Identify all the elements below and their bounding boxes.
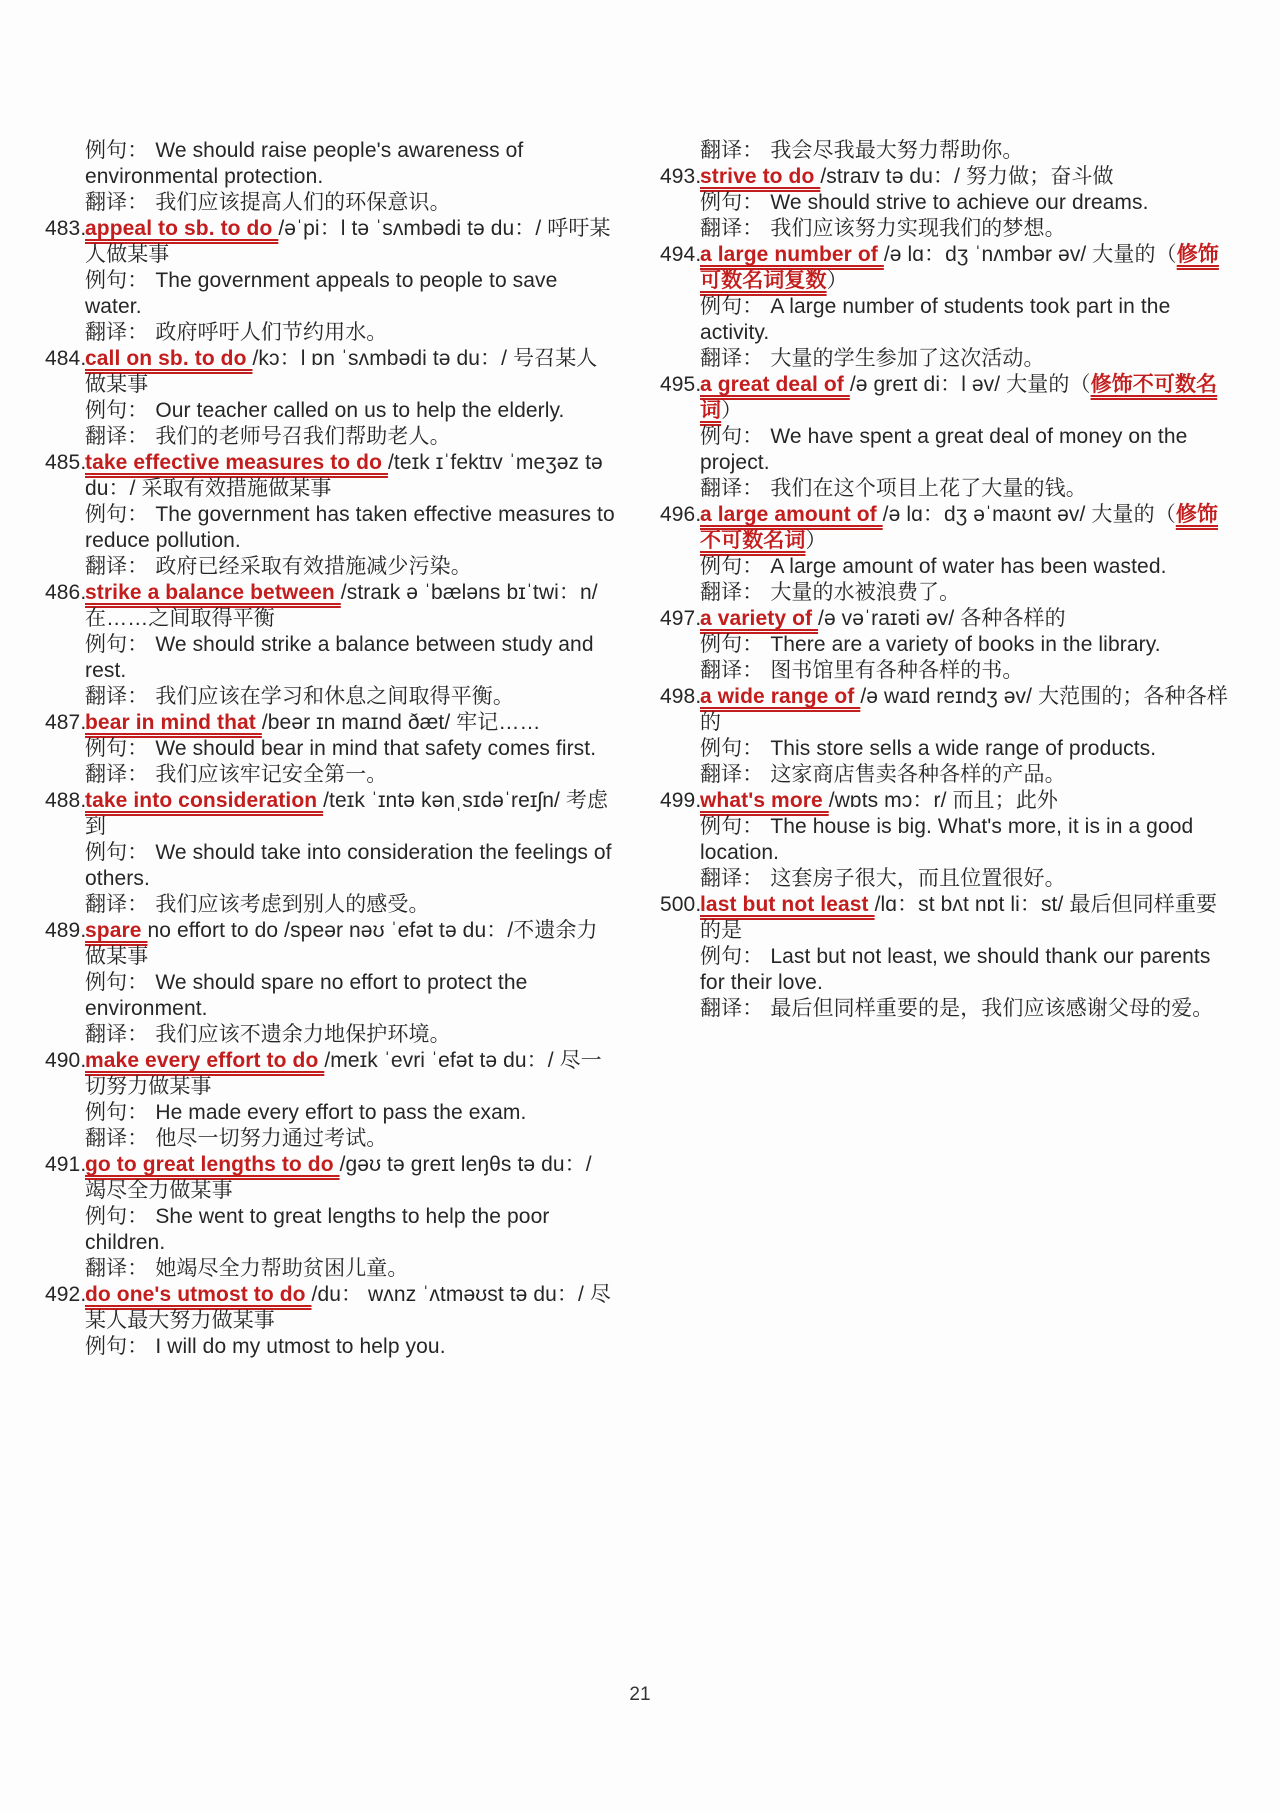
entry-headline (700, 372, 1232, 424)
example-text: I will do my utmost to help you. (155, 1335, 446, 1358)
translation-line (85, 320, 617, 346)
translation-line (85, 554, 617, 580)
translation-line (85, 424, 617, 450)
entry-headword: bear in mind that (85, 711, 262, 734)
left-column (45, 138, 617, 1360)
translation-label: 翻译： (85, 893, 149, 916)
entry-usage-note: 修饰可数名词复数 (700, 243, 1219, 292)
entry (45, 216, 617, 346)
entry-headword: a variety of (700, 607, 819, 630)
example-label: 例句： (85, 841, 149, 864)
entry-phonetic-meaning: ） (805, 529, 827, 552)
example-text: Last but not least, we should thank our parents for their love. (700, 945, 1211, 994)
entry-headline (700, 788, 1232, 814)
entry-headline (85, 918, 617, 970)
translation-text: 最后但同样重要的是，我们应该感谢父母的爱。 (770, 997, 1214, 1020)
entry-headline (700, 242, 1232, 294)
translation-label: 翻译： (85, 685, 149, 708)
example-line (85, 1334, 617, 1360)
entry (660, 372, 1232, 502)
entry-number: 499. (660, 789, 702, 812)
entry-headword: appeal to sb. to do (85, 217, 279, 240)
entry (660, 684, 1232, 788)
translation-line (85, 1126, 617, 1152)
example-text: This store sells a wide range of products. (770, 737, 1157, 760)
example-line (700, 294, 1232, 346)
entry-headword: take effective measures to do (85, 451, 388, 474)
entry (45, 580, 617, 710)
translation-line (700, 866, 1232, 892)
translation-label: 翻译： (85, 1127, 149, 1150)
entry (660, 242, 1232, 372)
entry-phonetic-meaning: /ə waɪd reɪndʒ əv/ 大范围的；各种各样的 (700, 685, 1228, 734)
entry-number: 483. (45, 217, 87, 240)
translation-text: 政府已经采取有效措施减少污染。 (155, 555, 472, 578)
entry-number: 485. (45, 451, 87, 474)
entry-headline (85, 580, 617, 632)
example-line (700, 554, 1232, 580)
entry-phonetic-meaning: /straɪv tə du：/ 努力做；奋斗做 (820, 165, 1114, 188)
translation-text: 我们在这个项目上花了大量的钱。 (770, 477, 1087, 500)
entry-headword: what's more (700, 789, 829, 812)
entry-headword: a large amount of (700, 503, 883, 526)
example-line (85, 970, 617, 1022)
entry (45, 450, 617, 580)
entry-headword: call on sb. to do (85, 347, 253, 370)
translation-line (85, 684, 617, 710)
translation-text: 我会尽我最大努力帮助你。 (770, 139, 1024, 162)
example-text: The government appeals to people to save water. (85, 269, 558, 318)
translation-label: 翻译： (85, 1257, 149, 1280)
translation-label: 翻译： (85, 321, 149, 344)
translation-text: 我们应该在学习和休息之间取得平衡。 (155, 685, 515, 708)
example-label: 例句： (700, 555, 764, 578)
translation-text: 他尽一切努力通过考试。 (155, 1127, 388, 1150)
entry (660, 164, 1232, 242)
entry-usage-note: 修饰不可数名词 (700, 503, 1219, 552)
example-text: A large number of students took part in the activity. (700, 295, 1171, 344)
entry-phonetic-meaning: /əˈpi：l tə ˈsʌmbədi tə du：/ 呼吁某人做某事 (85, 217, 611, 266)
entry-phonetic-meaning: /ə greɪt di：l əv/ 大量的（ (849, 373, 1091, 396)
entry-headline (85, 346, 617, 398)
entry-number: 493. (660, 165, 702, 188)
entry-headword: make every effort to do (85, 1049, 325, 1072)
entry (660, 892, 1232, 1022)
translation-line (85, 1256, 617, 1282)
translation-line (700, 476, 1232, 502)
example-text: The government has taken effective measures to reduce pollution. (85, 503, 615, 552)
translation-text: 我们的老师号召我们帮助老人。 (155, 425, 451, 448)
entry-headword: last but not least (700, 893, 875, 916)
right-column (660, 138, 1232, 1022)
example-label: 例句： (85, 737, 149, 760)
entry-number: 495. (660, 373, 702, 396)
example-label: 例句： (85, 633, 149, 656)
entry-headline (85, 1152, 617, 1204)
example-label: 例句： (700, 295, 764, 318)
translation-line (85, 190, 617, 216)
entry-phonetic-meaning: /teɪk ɪˈfektɪv ˈmeʒəz tə du：/ 采取有效措施做某事 (85, 451, 603, 500)
translation-label: 翻译： (700, 347, 764, 370)
translation-line (85, 892, 617, 918)
entry-number: 497. (660, 607, 702, 630)
translation-label: 翻译： (85, 555, 149, 578)
example-text: We should spare no effort to protect the environment. (85, 971, 528, 1020)
example-text: A large amount of water has been wasted. (770, 555, 1167, 578)
entry-number: 500. (660, 893, 702, 916)
entry-headline (700, 164, 1232, 190)
example-label: 例句： (85, 1205, 149, 1228)
example-label: 例句： (85, 1335, 149, 1358)
translation-label: 翻译： (700, 581, 764, 604)
example-line (700, 944, 1232, 996)
example-line (85, 840, 617, 892)
example-line (85, 1204, 617, 1256)
entry-phonetic-meaning: /straɪk ə ˈbæləns bɪˈtwi：n/ 在……之间取得平衡 (85, 581, 598, 630)
entry (45, 138, 617, 216)
entry (660, 138, 1232, 164)
entry-phonetic-meaning: no effort to do /speər nəʊ ˈefət tə du：/不遗余力做某事 (85, 919, 598, 968)
entry-headline (700, 502, 1232, 554)
example-line (85, 632, 617, 684)
translation-text: 这家商店售卖各种各样的产品。 (770, 763, 1066, 786)
entry (45, 1282, 617, 1360)
entry-headword: go to great lengths to do (85, 1153, 340, 1176)
entry (45, 1152, 617, 1282)
example-text: We should bear in mind that safety comes first. (155, 737, 597, 760)
translation-label: 翻译： (85, 763, 149, 786)
entry-headword: a large number of (700, 243, 884, 266)
example-text: We should strive to achieve our dreams. (770, 191, 1149, 214)
entry-headword: a great deal of (700, 373, 850, 396)
entry (45, 346, 617, 450)
translation-text: 我们应该考虑到别人的感受。 (155, 893, 430, 916)
translation-label: 翻译： (700, 139, 764, 162)
translation-label: 翻译： (85, 191, 149, 214)
translation-text: 我们应该不遗余力地保护环境。 (155, 1023, 451, 1046)
entry-phonetic-meaning: /du： wʌnz ˈʌtməʊst tə du：/ 尽某人最大努力做某事 (85, 1283, 612, 1332)
example-line (85, 398, 617, 424)
entry-phonetic-meaning: /ə vəˈraɪəti əv/ 各种各样的 (818, 607, 1066, 630)
example-label: 例句： (85, 139, 149, 162)
example-label: 例句： (85, 269, 149, 292)
translation-label: 翻译： (700, 867, 764, 890)
entry-usage-note: 修饰不可数名词 (700, 373, 1218, 422)
translation-label: 翻译： (700, 763, 764, 786)
entry-phonetic-meaning: ） (721, 399, 743, 422)
translation-text: 我们应该牢记安全第一。 (155, 763, 388, 786)
example-label: 例句： (85, 1101, 149, 1124)
entry-number: 492. (45, 1283, 87, 1306)
example-label: 例句： (700, 737, 764, 760)
entry-headline (700, 684, 1232, 736)
translation-line (700, 138, 1232, 164)
translation-line (700, 996, 1232, 1022)
entry-headline (85, 450, 617, 502)
entry-headword: spare (85, 919, 148, 942)
translation-text: 这套房子很大，而且位置很好。 (770, 867, 1066, 890)
entry (45, 788, 617, 918)
entry-number: 489. (45, 919, 87, 942)
example-line (700, 424, 1232, 476)
example-text: We have spent a great deal of money on the project. (700, 425, 1188, 474)
entry-headline (85, 216, 617, 268)
entry (660, 606, 1232, 684)
example-line (85, 502, 617, 554)
translation-line (700, 346, 1232, 372)
entry-phonetic-meaning: /ə lɑ：dʒ əˈmaʊnt əv/ 大量的（ (882, 503, 1176, 526)
entry-number: 494. (660, 243, 702, 266)
translation-label: 翻译： (700, 477, 764, 500)
entry-headline (85, 710, 617, 736)
entry-phonetic-meaning: /wɒts mɔ：r/ 而且；此外 (828, 789, 1058, 812)
translation-text: 大量的学生参加了这次活动。 (770, 347, 1045, 370)
entry-number: 487. (45, 711, 87, 734)
example-label: 例句： (85, 399, 149, 422)
entry-headword: do one's utmost to do (85, 1283, 312, 1306)
translation-text: 我们应该提高人们的环保意识。 (155, 191, 451, 214)
example-text: There are a variety of books in the library. (770, 633, 1161, 656)
translation-line (700, 216, 1232, 242)
entry-phonetic-meaning: /ə lɑ：dʒ ˈnʌmbər əv/ 大量的（ (883, 243, 1177, 266)
example-label: 例句： (700, 633, 764, 656)
entry (45, 918, 617, 1048)
example-line (85, 1100, 617, 1126)
translation-text: 图书馆里有各种各样的书。 (770, 659, 1024, 682)
translation-label: 翻译： (85, 1023, 149, 1046)
entry-headline (700, 892, 1232, 944)
example-text: We should strike a balance between study and rest. (85, 633, 594, 682)
entry-phonetic-meaning: /gəʊ tə greɪt leŋθs tə du：/ 竭尽全力做某事 (85, 1153, 592, 1202)
example-text: She went to great lengths to help the poor children. (85, 1205, 550, 1254)
example-line (700, 814, 1232, 866)
entry (45, 1048, 617, 1152)
entry-number: 498. (660, 685, 702, 708)
translation-line (700, 580, 1232, 606)
example-line (85, 138, 617, 190)
example-label: 例句： (700, 191, 764, 214)
translation-label: 翻译： (85, 425, 149, 448)
example-line (85, 736, 617, 762)
example-text: The house is big. What's more, it is in a good location. (700, 815, 1194, 864)
translation-text: 我们应该努力实现我们的梦想。 (770, 217, 1066, 240)
translation-line (700, 762, 1232, 788)
entry (660, 788, 1232, 892)
entry-number: 488. (45, 789, 87, 812)
translation-line (85, 762, 617, 788)
translation-text: 她竭尽全力帮助贫困儿童。 (155, 1257, 409, 1280)
page-number: 21 (629, 1684, 651, 1705)
entry-phonetic-meaning: /lɑ：st bʌt nɒt li：st/ 最后但同样重要的是 (700, 893, 1218, 942)
example-label: 例句： (700, 815, 764, 838)
entry-phonetic-meaning: ） (826, 269, 848, 292)
translation-text: 大量的水被浪费了。 (770, 581, 961, 604)
entry-headline (700, 606, 1232, 632)
entry-number: 484. (45, 347, 87, 370)
translation-label: 翻译： (700, 997, 764, 1020)
example-line (85, 268, 617, 320)
entry-number: 496. (660, 503, 702, 526)
example-text: Our teacher called on us to help the elderly. (155, 399, 565, 422)
example-text: We should raise people's awareness of environmental protection. (85, 139, 524, 188)
example-line (700, 190, 1232, 216)
entry-number: 490. (45, 1049, 87, 1072)
example-text: He made every effort to pass the exam. (155, 1101, 527, 1124)
entry-headline (85, 1048, 617, 1100)
entry (45, 710, 617, 788)
example-line (700, 632, 1232, 658)
example-text: We should take into consideration the feelings of others. (85, 841, 612, 890)
example-label: 例句： (700, 425, 764, 448)
entry-headword: strike a balance between (85, 581, 341, 604)
example-line (700, 736, 1232, 762)
translation-label: 翻译： (700, 217, 764, 240)
translation-label: 翻译： (700, 659, 764, 682)
entry-headline (85, 1282, 617, 1334)
translation-text: 政府呼吁人们节约用水。 (155, 321, 388, 344)
example-label: 例句： (85, 503, 149, 526)
example-label: 例句： (85, 971, 149, 994)
entry-headword: strive to do (700, 165, 821, 188)
entry-number: 486. (45, 581, 87, 604)
example-label: 例句： (700, 945, 764, 968)
translation-line (85, 1022, 617, 1048)
entry-headword: a wide range of (700, 685, 861, 708)
entry-number: 491. (45, 1153, 87, 1176)
entry (660, 502, 1232, 606)
entry-headline (85, 788, 617, 840)
entry-phonetic-meaning: /beər ɪn maɪnd ðæt/ 牢记…… (261, 711, 541, 734)
translation-line (700, 658, 1232, 684)
entry-headword: take into consideration (85, 789, 324, 812)
entry-phonetic-meaning: /kɔ：l ɒn ˈsʌmbədi tə du：/ 号召某人做某事 (85, 347, 598, 396)
entry-phonetic-meaning: /teɪk ˈɪntə kənˌsɪdəˈreɪʃn/ 考虑到 (85, 789, 609, 838)
entry-phonetic-meaning: /meɪk ˈevri ˈefət tə du：/ 尽一切努力做某事 (85, 1049, 602, 1098)
